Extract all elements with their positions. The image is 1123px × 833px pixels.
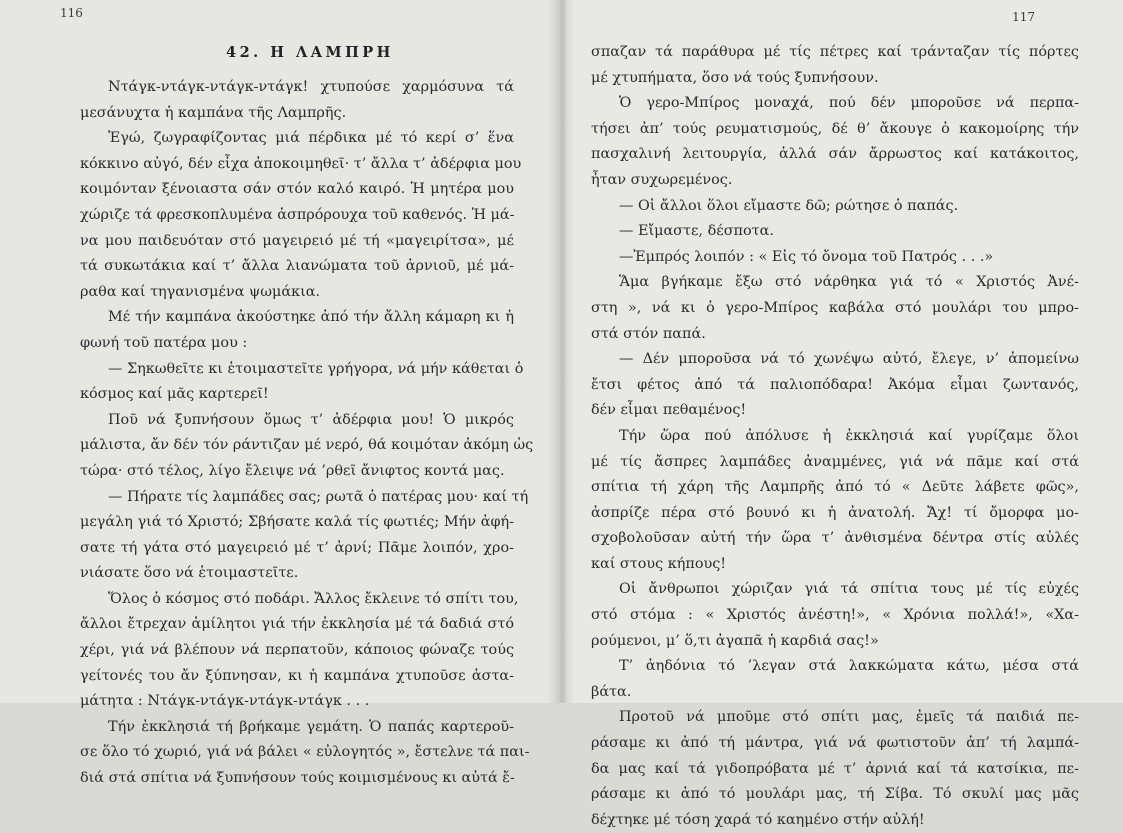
text-line: ράσαμε κι ἀπό τή μάντρα, γιά νά φωτιστοῦν ἀπ’ τή λαμπά- — [591, 735, 1079, 752]
text-line: χώριζε τά φρεσκοπλυμένα ἀσπρόρουχα τοῦ καθενός. Ἡ μά- — [80, 206, 515, 223]
text-line: στά στόν παπά. — [591, 325, 706, 342]
text-line: Τ’ ἀηδόνια τό ’λεγαν στά λακκώματα κάτω, μέσα στά — [619, 658, 1079, 675]
text-line: δέχτηκε μέ τόση χαρά τό καημένο στήν αὐλή! — [591, 811, 925, 828]
text-line: — Εἴμαστε, δέσποτα. — [619, 223, 774, 240]
text-line: φωνή τοῦ πατέρα μου : — [80, 334, 248, 351]
text-line: — Σηκωθεῖτε κι ἑτοιμαστεῖτε γρήγορα, νά μήν κάθεται ὁ — [108, 360, 524, 377]
chapter-heading: 42. Η ΛΑΜΠΡΗ — [226, 44, 394, 61]
text-line: Οἱ ἄνθρωποι χώριζαν γιά τά σπίτια τους μέ τίς εὐχές — [619, 581, 1079, 598]
text-line: στό στόμα : « Χριστός ἀνέστη!», « Χρόνια πολλά!», «Χα- — [591, 607, 1079, 624]
text-line: Ντάγκ-ντάγκ-ντάγκ-ντάγκ! χτυπούσε χαρμόσυνα τά — [108, 79, 514, 95]
left-page-text — [80, 75, 534, 792]
page-number-right: 117 — [1012, 10, 1035, 24]
text-line: Ὅλος ὁ κόσμος στό ποδάρι. Ἄλλος ἔκλεινε τό σπίτι του, — [108, 590, 519, 607]
text-line: μέ τίς ἄσπρες λαμπάδες ἀναμμένες, γιά νά πᾶμε καί στά — [591, 453, 1079, 470]
text-line: τήσει ἀπ’ τούς ρευματισμούς, δέ θ’ ἄκουγε ὁ κακομοίρης τήν — [591, 120, 1079, 137]
text-line: βάτα. — [591, 683, 632, 700]
text-line: — Πήρατε τίς λαμπάδες σας; ρωτᾶ ὁ πατέρας μου· καί τή — [108, 488, 529, 505]
text-line: Μέ τήν καμπάνα ἀκούστηκε ἀπό τήν ἄλλη κάμαρη κι ἡ — [108, 309, 514, 326]
text-line: μάτητα : Ντάγκ-ντάγκ-ντάγκ-ντάγκ . . . — [80, 693, 370, 710]
text-line: μεγάλη γιά τό Χριστό; Σβήσατε καλά τίς φωτιές; Μήν ἀφή- — [80, 514, 514, 531]
text-line: γείτονές του ἄν ξύπνησαν, κι ἡ καμπάνα χτυποῦσε ἀστα- — [80, 667, 514, 684]
text-line: καί στους κήπους! — [591, 555, 727, 572]
text-line: να μου παιδευόταν στό μαγειρειό μέ τή «μαγειρίτσα», μέ — [80, 232, 514, 249]
left-page — [0, 0, 559, 787]
text-line: ἄλλοι ἔτρεχαν ἀμίλητοι γιά τήν ἐκκλησία μέ τά δαδιά στό — [80, 616, 514, 633]
page-number-left: 116 — [60, 6, 83, 20]
text-line: νιάσατε ὅσο νά ἑτοιμαστεῖτε. — [80, 565, 299, 582]
text-line: πασχαλινή λειτουργία, ἀλλά σάν ἄρρωστος καί κατάκοιτος, — [591, 146, 1079, 163]
text-line: ἔτσι φέτος ἀπό τά παλιοπόδαρα! Ἀκόμα εἶμαι ζωντανός, — [591, 376, 1079, 393]
text-line: Ἐγώ, ζωγραφίζοντας μιά πέρδικα μέ τό κερί σ’ ἕνα — [108, 130, 514, 147]
text-line: κοιμόνταν ξένοιαστα σάν στόν καλό καιρό. Ἡ μητέρα μου — [80, 181, 514, 198]
text-line: — Δέν μποροῦσα νά τό χωνέψω αὐτό, ἔλεγε, ν’ ἀπομείνω — [619, 351, 1079, 368]
text-line: Ἅμα βγήκαμε ἔξω στό νάρθηκα γιά τό « Χριστός Ἀνέ- — [619, 274, 1079, 291]
text-line: σατε τή γάτα στό μαγειρειό μέ τ’ ἀρνί; Πᾶμε λοιπόν, χρο- — [80, 539, 514, 556]
text-line: διά στά σπίτια νά ξυπνήσουν τούς κοιμισμένους κι αὐτά ἔ- — [80, 770, 515, 787]
text-line: — Οἱ ἄλλοι ὅλοι εἴμαστε δῶ; ρώτησε ὁ παπάς. — [619, 197, 959, 214]
text-line: ρούμενοι, μ’ ὅ,τι ἀγαπᾶ ἡ καρδιά σας!» — [591, 632, 879, 649]
text-line: Τήν ὥρα πού ἀπόλυσε ἡ ἐκκλησιά καί γυρίζαμε ὅλοι — [619, 427, 1079, 444]
text-line: Ὁ γερο-Μπίρος μοναχά, πού δέν μποροῦσε νά περπα- — [619, 95, 1079, 112]
right-page-text — [591, 40, 1079, 833]
text-line: —Ἐμπρός λοιπόν : « Εἰς τό ὄνομα τοῦ Πατρός . . .» — [619, 248, 994, 265]
text-line: Ποῦ νά ξυπνήσουν ὅμως τ’ ἀδέρφια μου! Ὁ μικρός — [108, 411, 514, 428]
text-line: ράσαμε κι ἀπό τό μουλάρι μας, τή Σίβα. Τό σκυλί μας μᾶς — [591, 786, 1079, 803]
text-line: τώρα· στό τέλος, λίγο ἔλειψε νά ’ρθεῖ ἄνιφτος κοντά μας. — [80, 462, 505, 479]
text-line: κόσμος καί μᾶς καρτερεῖ! — [80, 386, 269, 403]
right-page — [559, 0, 1123, 828]
text-line: σπίτια τή χάρη τῆς Λαμπρῆς ἀπό τό « Δεῦτε λάβετε φῶς», — [591, 479, 1079, 496]
text-line: χέρι, γιά νά βλέπουν νά περπατοῦν, κάποιος φώναζε τούς — [80, 642, 514, 659]
text-line: στη », νά κι ὁ γερο-Μπίρος καβάλα στό μουλάρι του μπρο- — [591, 299, 1079, 316]
text-line: σχοβολοῦσαν αὐτή τήν ὥρα τ’ ἀνθισμένα δέντρα στίς αὐλές — [591, 530, 1079, 547]
text-line: ἦταν συχωρεμένος. — [591, 171, 733, 188]
text-line: Τήν ἐκκλησιά τή βρήκαμε γεμάτη. Ὁ παπάς καρτεροῦ- — [108, 718, 514, 735]
text-line: σε ὅλο τό χωριό, γιά νά βάλει « εὐλογητός », ἔστελνε τά παι- — [80, 744, 530, 761]
text-line: σπαζαν τά παράθυρα μέ τίς πέτρες καί τράνταζαν τίς πόρτες — [591, 44, 1079, 60]
text-line: Προτοῦ νά μποῦμε στό σπίτι μας, ἐμεῖς τά παιδιά πε- — [619, 709, 1079, 726]
text-line: κόκκινο αὐγό, δέν εἶχα ἀποκοιμηθεῖ· τ’ ἄλλα τ’ ἀδέρφια μου — [80, 155, 522, 172]
text-line: δα μας καί τά γιδοπρόβατα μέ τ’ ἀρνιά καί τά κατσίκια, πε- — [591, 760, 1079, 777]
text-line: μάλιστα, ἄν δέν τόν ράντιζαν μέ νερό, θά κοιμόταν ἀκόμη ὡς — [80, 437, 534, 454]
text-line: μέ χτυπήματα, ὅσο νά τούς ξυπνήσουν. — [591, 69, 879, 86]
text-line: μεσάνυχτα ἡ καμπάνα τῆς Λαμπρῆς. — [80, 104, 347, 121]
text-line: τά συκωτάκια καί τ’ ἄλλα λιανώματα τοῦ ἀρνιοῦ, μέ μά- — [80, 258, 514, 275]
text-line: ραθα καί τηγανισμένα ψωμάκια. — [80, 283, 321, 300]
text-line: δέν εἶμαι πεθαμένος! — [591, 402, 747, 419]
text-line: ἀσπρίζε πέρα στό βουνό κι ἡ ἀνατολή. Ἄχ! τί ὄμορφα μο- — [591, 504, 1079, 521]
